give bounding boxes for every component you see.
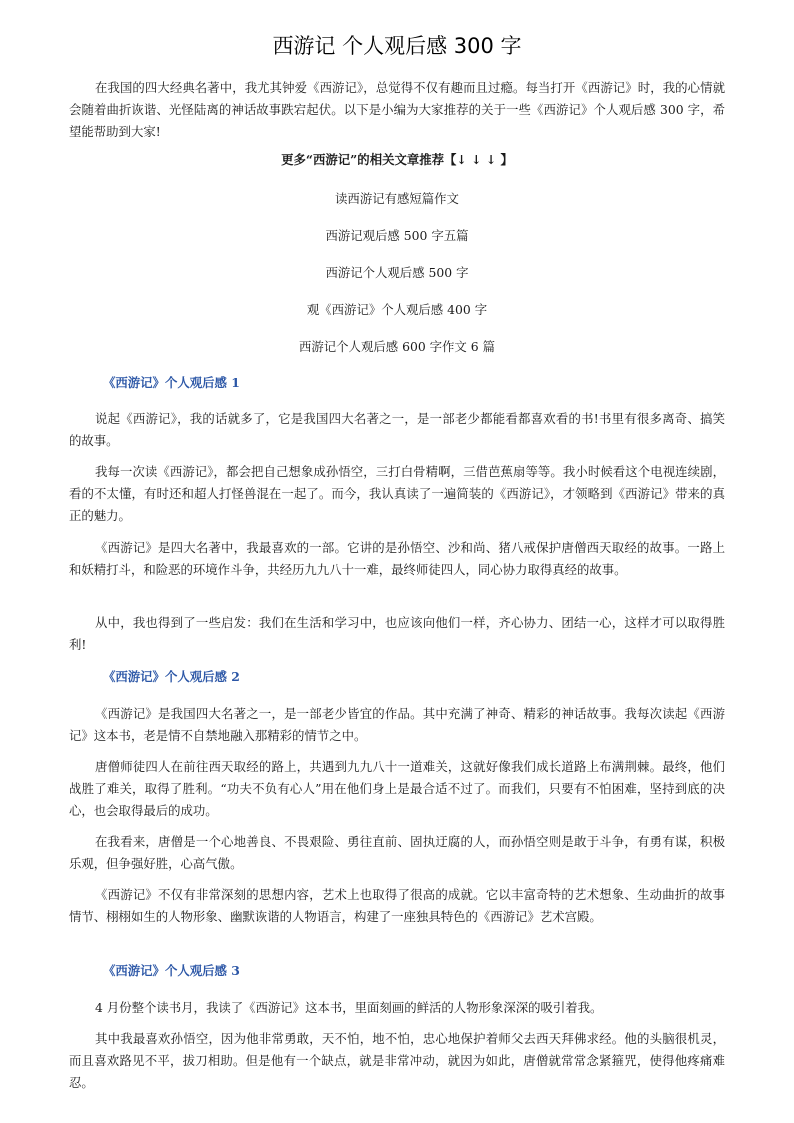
related-article-link[interactable]: 西游记个人观后感 600 字作文 6 篇: [299, 339, 495, 354]
section-1-paragraph: 《西游记》是四大名著中，我最喜欢的一部。它讲的是孙悟空、沙和尚、猪八戒保护唐僧西天取经的故事。一路上和妖精打斗，和险恶的环境作斗争，共经历九九八十一难，最终师徒四人，同心协力取得真经的故事。: [69, 540, 725, 577]
document-title: 西游记 个人观后感 300 字: [272, 34, 522, 58]
intro-paragraph: 在我国的四大经典名著中，我尤其钟爱《西游记》，总觉得不仅有趣而且过瘾。每当打开《西游记》时，我的心情就会随着曲折诙谐、光怪陆离的神话故事跌宕起伏。以下是小编为大家推荐的关于一些《西游记》个人观后感 300 字，希望能帮助到大家!: [69, 80, 725, 139]
section-1-paragraph: 我每一次读《西游记》，都会把自己想象成孙悟空，三打白骨精啊，三借芭蕉扇等等。我小时候看这个电视连续剧，看的不太懂，有时还和超人打怪兽混在一起了。而今，我认真读了一遍简装的《西游记》，才领略到《西游记》带来的真正的魅力。: [69, 464, 725, 523]
section-heading-3: 《西游记》个人观后感 3: [103, 963, 240, 978]
section-2-paragraph: 《西游记》不仅有非常深刻的思想内容，艺术上也取得了很高的成就。它以丰富奇特的艺术想象、生动曲折的故事情节、栩栩如生的人物形象、幽默诙谐的人物语言，构建了一座独具特色的《西游记》艺术宫殿。: [69, 887, 725, 924]
section-heading-1: 《西游记》个人观后感 1: [103, 375, 240, 390]
related-article-link[interactable]: 观《西游记》个人观后感 400 字: [306, 302, 488, 317]
section-3-paragraph: 4 月份整个读书月，我读了《西游记》这本书，里面刻画的鲜活的人物形象深深的吸引着我。: [95, 1000, 603, 1015]
section-2-paragraph: 唐僧师徒四人在前往西天取经的路上，共遇到九九八十一道难关，这就好像我们成长道路上布满荆棘。最终，他们战胜了难关，取得了胜利。“功夫不负有心人”用在他们身上是最合适不过了。而我们，只要有不怕困难，坚持到底的决心，也会取得最后的成功。: [69, 759, 725, 818]
section-1-paragraph: 从中，我也得到了一些启发：我们在生活和学习中，也应该向他们一样，齐心协力、团结一心，这样才可以取得胜利!: [69, 615, 725, 652]
section-2-paragraph: 《西游记》是我国四大名著之一，是一部老少皆宜的作品。其中充满了神奇、精彩的神话故事。我每次读起《西游记》这本书，老是情不自禁地融入那精彩的情节之中。: [69, 706, 725, 743]
section-heading-2: 《西游记》个人观后感 2: [103, 669, 240, 684]
section-2-paragraph: 在我看来，唐僧是一个心地善良、不畏艰险、勇往直前、固执迂腐的人，而孙悟空则是敢于斗争，有勇有谋，积极乐观，但争强好胜，心高气傲。: [69, 834, 725, 871]
related-article-link[interactable]: 读西游记有感短篇作文: [335, 191, 459, 206]
section-1-paragraph: 说起《西游记》，我的话就多了，它是我国四大名著之一，是一部老少都能看都喜欢看的书!书里有很多离奇、搞笑的故事。: [69, 411, 725, 448]
related-article-link[interactable]: 西游记个人观后感 500 字: [325, 265, 469, 280]
related-article-link[interactable]: 西游记观后感 500 字五篇: [325, 228, 469, 243]
section-3-paragraph: 其中我最喜欢孙悟空，因为他非常勇敢，天不怕，地不怕，忠心地保护着师父去西天拜佛求经。他的头脑很机灵，而且喜欢路见不平，拔刀相助。但是他有一个缺点，就是非常冲动，就因为如此，唐僧就常常念紧箍咒，使得他疼痛难忍。: [69, 1031, 725, 1090]
related-articles-heading: 更多“西游记”的相关文章推荐【↓ ↓ ↓ 】: [281, 152, 513, 167]
